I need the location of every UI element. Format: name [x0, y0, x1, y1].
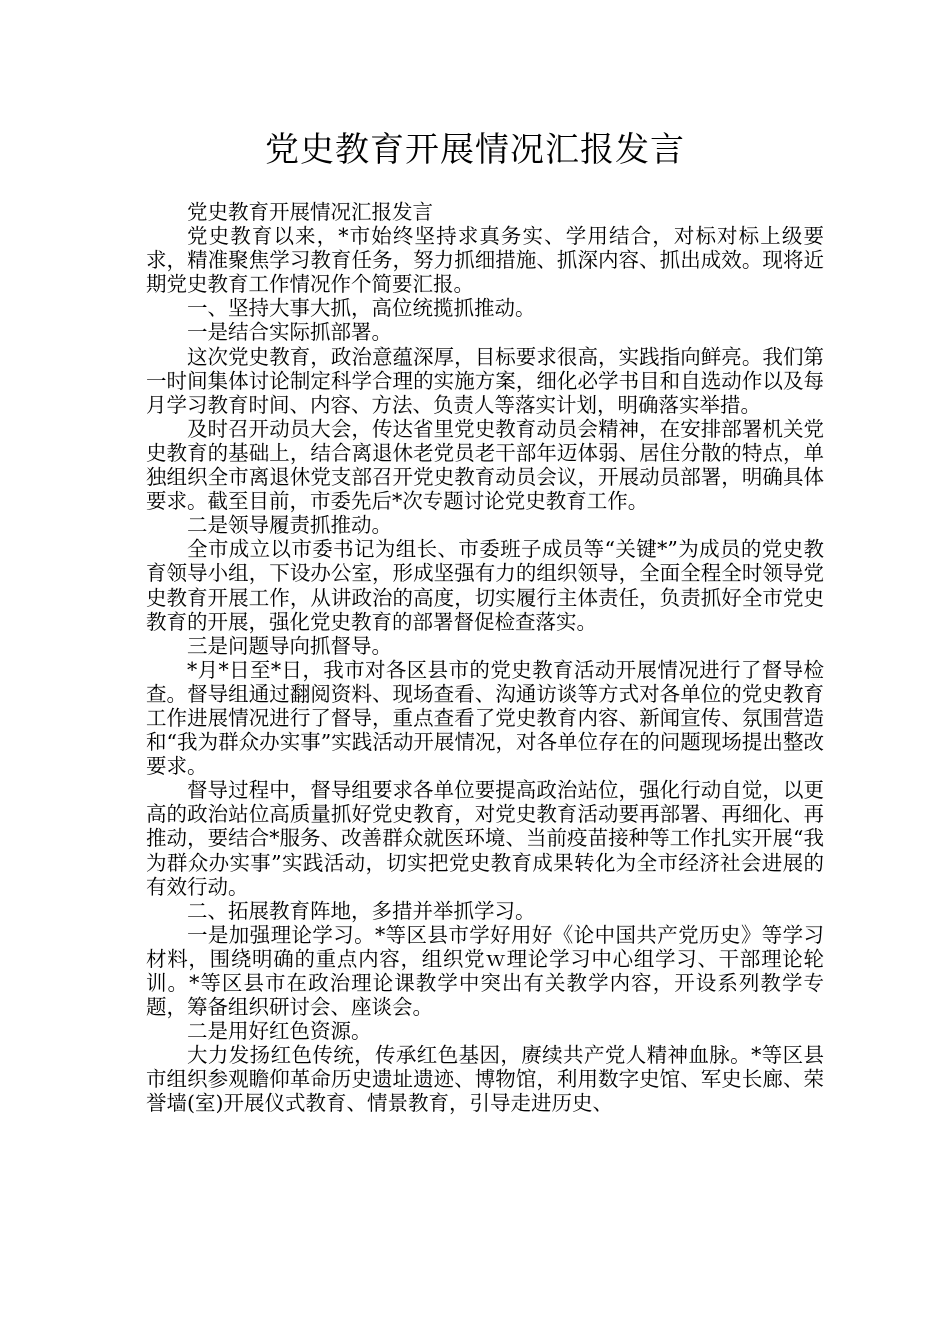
- subsection-heading: 二是领导履责抓推动。: [187, 513, 392, 538]
- paragraph: 党史教育开展情况汇报发言: [187, 200, 433, 224]
- paragraph: 一是加强理论学习。*等区县市学好用好《论中国共产党历史》等学习材料，围绕明确的重点内容，组织党ｗ理论学习中心组学习、干部理论轮训。*等区县市在政治理论课教学中突出有关教学内容，开设系列教学专题，筹备组织研讨会、座谈会。: [146, 922, 824, 1020]
- paragraph: 及时召开动员大会，传达省里党史教育动员会精神，在安排部署机关党史教育的基础上，结合离退休老党员老干部年迈体弱、居住分散的特点，单独组织全市离退休党支部召开党史教育动员会议，开展动员部署，明确具体要求。截至目前，市委先后*次专题讨论党史教育工作。: [146, 416, 824, 514]
- subsection-heading: 三是问题导向抓督导。: [187, 633, 392, 658]
- document-title: 党史教育开展情况汇报发言: [265, 130, 685, 170]
- paragraph: 大力发扬红色传统，传承红色基因，赓续共产党人精神血脉。*等区县市组织参观瞻仰革命历史遗址遗迹、博物馆，利用数字史馆、军史长廊、荣誉墙(室)开展仪式教育、情景教育，引导走进历史、: [146, 1043, 824, 1116]
- paragraph: 全市成立以市委书记为组长、市委班子成员等“关键*”为成员的党史教育领导小组，下设办公室，形成坚强有力的组织领导，全面全程全时领导党史教育开展工作，从讲政治的高度，切实履行主体责任，负责抓好全市党史教育的开展，强化党史教育的部署督促检查落实。: [146, 537, 824, 634]
- subsection-heading: 二是用好红色资源。: [187, 1019, 372, 1044]
- document-body: [146, 200, 824, 1116]
- section-heading: 一、坚持大事大抓，高位统揽抓推动。: [187, 296, 536, 321]
- paragraph: 督导过程中，督导组要求各单位要提高政治站位，强化行动自觉，以更高的政治站位高质量抓好党史教育，对党史教育活动要再部署、再细化、再推动，要结合*服务、改善群众就医环境、当前疫苗接种等工作扎实开展“我为群众办实事”实践活动，切实把党史教育成果转化为全市经济社会进展的有效行动。: [146, 778, 824, 899]
- subsection-heading: 一是结合实际抓部署。: [187, 320, 392, 345]
- paragraph: *月*日至*日，我市对各区县市的党史教育活动开展情况进行了督导检查。督导组通过翻阅资料、现场查看、沟通访谈等方式对各单位的党史教育工作进展情况进行了督导，重点查看了党史教育内容、新闻宣传、氛围营造和“我为群众办实事”实践活动开展情况，对各单位存在的问题现场提出整改要求。: [146, 657, 824, 779]
- paragraph: 这次党史教育，政治意蕴深厚，目标要求很高，实践指向鲜亮。我们第一时间集体讨论制定科学合理的实施方案，细化必学书目和自选动作以及每月学习教育时间、内容、方法、负责人等落实计划，明确落实举措。: [146, 344, 824, 417]
- section-heading: 二、拓展教育阵地，多措并举抓学习。: [187, 898, 536, 923]
- paragraph: 党史教育以来，*市始终坚持求真务实、学用结合，对标对标上级要求，精准聚焦学习教育任务，努力抓细措施、抓深内容、抓出成效。现将近期党史教育工作情况作个简要汇报。: [146, 224, 824, 297]
